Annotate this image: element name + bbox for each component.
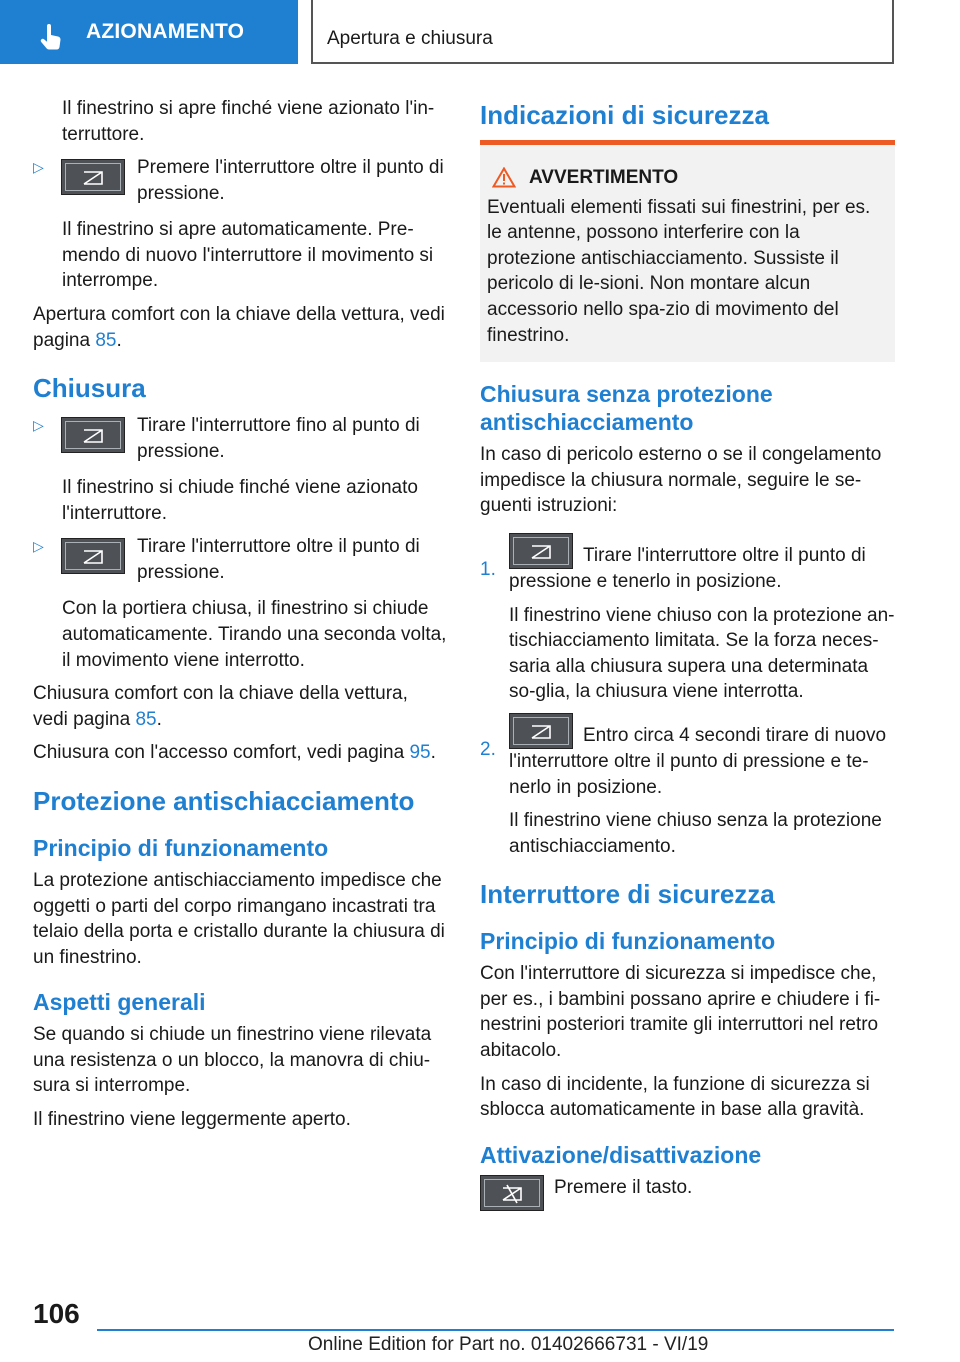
step-row — [509, 713, 895, 749]
paragraph-text: Apertura comfort con la chiave della vettura, vedi pagina — [33, 303, 445, 351]
step-paragraph: Il finestrino viene chiuso senza la protezione antischiacciamento. — [509, 810, 882, 857]
step-marker-icon: ▷ — [33, 159, 44, 176]
warning-triangle-icon — [492, 167, 516, 188]
paragraph: Chiusura comfort con la chiave della vettura, vedi pagina 85. — [33, 683, 408, 730]
heading-pinch-protection: Protezione antischiacciamento — [33, 785, 415, 816]
hand-pointer-icon — [38, 24, 64, 52]
paragraph: Apertura comfort con la chiave della vettura, vedi pagina 85. — [33, 303, 445, 351]
paragraph: Con l'interruttore di sicurezza si impedisce che, per es., i bambini possano aprire e chiudere i fi-nestrini posteriori tramite gli interruttori nel retro abitacolo. — [480, 963, 881, 1062]
warning-title — [487, 165, 887, 191]
window-switch-icon — [509, 713, 573, 749]
paragraph: In caso di incidente, la funzione di sicurezza si sblocca automaticamente in base alla gravità. — [480, 1073, 870, 1121]
window-switch-icon — [509, 533, 573, 569]
step-text: Tirare l'interruttore oltre il punto di pressione. — [137, 536, 420, 583]
paragraph: In caso di pericolo esterno o se il congelamento impedisce la chiusura normale, seguire le se-guenti istruzioni: — [480, 444, 882, 517]
step-close-1 — [33, 413, 447, 469]
page-number: 106 — [33, 1298, 80, 1329]
right-column — [480, 96, 895, 1211]
warning-title-text: AVVERTIMENTO — [529, 167, 679, 188]
step-marker-icon: ▷ — [33, 417, 44, 434]
step-marker-icon: ▷ — [33, 538, 44, 555]
paragraph-text: Chiusura comfort con la chiave della vettura, vedi pagina — [33, 683, 408, 730]
heading-activation: Attivazione/disattivazione — [480, 1141, 762, 1168]
step-number: 2. — [480, 738, 496, 760]
heading-no-protection: Chiusura senza protezione antischiacciamento — [480, 381, 773, 436]
page-link[interactable]: 85 — [95, 329, 117, 351]
heading-principle: Principio di funzionamento — [480, 928, 776, 955]
section-tab — [311, 0, 894, 64]
page-link[interactable]: 85 — [135, 708, 157, 730]
paragraph: Premere il tasto. — [554, 1176, 693, 1198]
step-paragraph: Il finestrino viene chiuso con la protezione an-tischiacciamento limitata. Se la forza neces-saria alla chiusura supera una determinata so-glia, la chiusura viene interrotta. — [509, 604, 895, 703]
page-link[interactable]: 95 — [409, 742, 431, 764]
warning-box — [480, 140, 895, 362]
section-title: Apertura e chiusura — [327, 28, 493, 49]
paragraph: Il finestrino viene leggermente aperto. — [33, 1109, 351, 1131]
paragraph: Il finestrino si apre automaticamente. Pre-mendo di nuovo l'interruttore il movimento si interrompe. — [62, 219, 434, 292]
footer-divider — [97, 1329, 894, 1331]
step-row — [509, 533, 895, 569]
heading-principle: Principio di funzionamento — [33, 834, 329, 861]
safety-switch-icon — [480, 1175, 544, 1211]
paragraph: Il finestrino si apre finché viene azionato l'in-terruttore. — [62, 98, 435, 145]
window-switch-icon — [61, 538, 125, 574]
window-switch-icon — [61, 159, 125, 195]
step-text-cont: l'interruttore oltre il punto di pressione e te-nerlo in posizione. — [509, 750, 869, 798]
window-switch-icon — [61, 417, 125, 453]
heading-close: Chiusura — [33, 373, 146, 404]
paragraph: La protezione antischiacciamento impedisce che oggetti o parti del corpo rimangano incastrati tra telaio della porta e cristallo durante la chiusura di un finestrino. — [33, 869, 445, 968]
numbered-step-1 — [480, 533, 895, 705]
chapter-tab[interactable] — [0, 0, 298, 64]
step-close-2 — [33, 534, 447, 590]
numbered-step-2 — [480, 713, 895, 859]
step-open-auto — [33, 155, 447, 211]
left-column — [33, 96, 447, 1141]
paragraph: Se quando si chiude un finestrino viene rilevata una resistenza o un blocco, la manovra di chiu-sura si interrompe. — [33, 1024, 432, 1097]
warning-text: Eventuali elementi fissati sui finestrini, per es. le antenne, possono interferire con la protezione antischiacciamento. Sussiste il pericolo di le-sioni. Non montare alcun accessorio nello spa-zio di movimento del finestrino. — [487, 196, 871, 346]
heading-safety-switch: Interruttore di sicurezza — [480, 879, 775, 910]
heading-safety: Indicazioni di sicurezza — [480, 100, 769, 130]
paragraph: Chiusura con l'accesso comfort, vedi pagina 95. — [33, 742, 436, 764]
step-text: Tirare l'interruttore oltre il punto di — [583, 545, 866, 567]
heading-general: Aspetti generali — [33, 989, 206, 1016]
edition-text: Online Edition for Part no. 01402666731 - VI/19 — [308, 1334, 709, 1355]
paragraph: Con la portiera chiusa, il finestrino si chiude automaticamente. Tirando una seconda volta, il movimento viene interrotto. — [62, 598, 447, 671]
activation-row — [480, 1175, 895, 1211]
paragraph: Il finestrino si chiude finché viene azionato l'interruttore. — [62, 477, 418, 524]
step-number: 1. — [480, 558, 496, 580]
chapter-title: AZIONAMENTO — [86, 20, 245, 43]
step-text: Premere l'interruttore oltre il punto di pressione. — [137, 157, 444, 204]
step-text-cont: pressione e tenerlo in posizione. — [509, 570, 782, 592]
step-text: Entro circa 4 secondi tirare di nuovo — [583, 725, 887, 747]
paragraph-text: Chiusura con l'accesso comfort, vedi pagina — [33, 742, 410, 764]
step-text: Tirare l'interruttore fino al punto di pressione. — [137, 415, 420, 462]
